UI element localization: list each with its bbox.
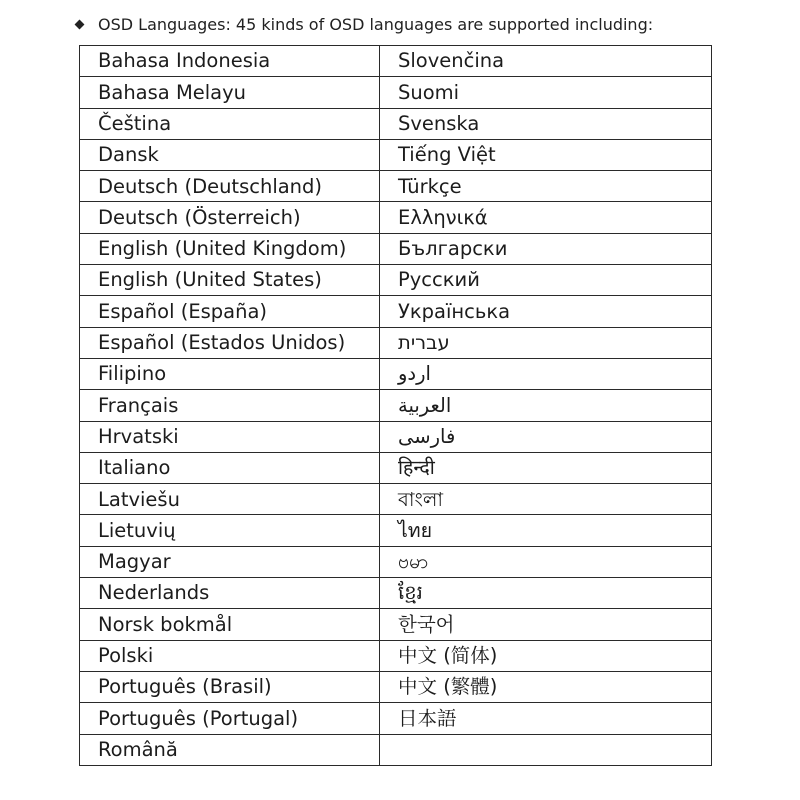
- table-row: [80, 452, 712, 483]
- language-cell-right: Slovenčina: [380, 46, 712, 77]
- language-cell-left: Čeština: [80, 108, 380, 139]
- language-cell-left: Filipino: [80, 358, 380, 389]
- heading-text: OSD Languages: 45 kinds of OSD languages are supported including:: [98, 14, 654, 34]
- language-cell-right: 中文 (繁體): [380, 671, 712, 702]
- table-row: [80, 703, 712, 734]
- table-row: [80, 265, 712, 296]
- language-cell-right: العربية: [380, 390, 712, 421]
- table-row: [80, 640, 712, 671]
- language-cell-left: Polski: [80, 640, 380, 671]
- language-cell-right: ไทย: [380, 515, 712, 546]
- language-cell-right: 日本語: [380, 703, 712, 734]
- table-row: [80, 327, 712, 358]
- table-row: [80, 358, 712, 389]
- language-cell-left: Deutsch (Deutschland): [80, 171, 380, 202]
- table-row: [80, 515, 712, 546]
- table-row: [80, 46, 712, 77]
- language-cell-left: Bahasa Indonesia: [80, 46, 380, 77]
- language-cell-left: Hrvatski: [80, 421, 380, 452]
- table-row: [80, 578, 712, 609]
- table-row: [80, 139, 712, 170]
- language-cell-left: Français: [80, 390, 380, 421]
- diamond-bullet-icon: [75, 19, 85, 29]
- table-row: [80, 546, 712, 577]
- table-row: [80, 296, 712, 327]
- language-cell-left: Magyar: [80, 546, 380, 577]
- language-cell-left: Norsk bokmål: [80, 609, 380, 640]
- language-cell-right: ខ្មែរ: [380, 578, 712, 609]
- language-cell-left: Español (Estados Unidos): [80, 327, 380, 358]
- language-cell-left: Bahasa Melayu: [80, 77, 380, 108]
- language-cell-left: Português (Portugal): [80, 703, 380, 734]
- language-cell-right: اردو: [380, 358, 712, 389]
- language-cell-left: Nederlands: [80, 578, 380, 609]
- language-cell-left: Deutsch (Österreich): [80, 202, 380, 233]
- table-row: [80, 734, 712, 765]
- language-cell-right: 한국어: [380, 609, 712, 640]
- languages-table-body: [80, 46, 712, 766]
- language-cell-left: Latviešu: [80, 484, 380, 515]
- language-cell-left: English (United Kingdom): [80, 233, 380, 264]
- table-row: [80, 202, 712, 233]
- table-row: [80, 484, 712, 515]
- language-cell-right: Türkçe: [380, 171, 712, 202]
- language-cell-right: বাংলা: [380, 484, 712, 515]
- language-cell-right: Suomi: [380, 77, 712, 108]
- table-row: [80, 671, 712, 702]
- language-cell-right: Svenska: [380, 108, 712, 139]
- table-row: [80, 390, 712, 421]
- language-cell-left: Dansk: [80, 139, 380, 170]
- language-cell-right: Tiếng Việt: [380, 139, 712, 170]
- language-cell-left: Lietuvių: [80, 515, 380, 546]
- language-cell-right: Русский: [380, 265, 712, 296]
- section-heading: [74, 12, 653, 36]
- language-cell-right: עברית: [380, 327, 712, 358]
- language-cell-right: Українська: [380, 296, 712, 327]
- language-cell-left: Español (España): [80, 296, 380, 327]
- language-cell-right: Ελληνικά: [380, 202, 712, 233]
- table-row: [80, 421, 712, 452]
- language-cell-right: [380, 734, 712, 765]
- table-row: [80, 609, 712, 640]
- table-row: [80, 77, 712, 108]
- table-row: [80, 108, 712, 139]
- language-cell-left: Italiano: [80, 452, 380, 483]
- language-cell-right: 中文 (简体): [380, 640, 712, 671]
- language-cell-right: ဗမာ: [380, 546, 712, 577]
- language-cell-left: Română: [80, 734, 380, 765]
- language-cell-right: हिन्दी: [380, 452, 712, 483]
- table-row: [80, 233, 712, 264]
- language-cell-left: English (United States): [80, 265, 380, 296]
- language-cell-left: Português (Brasil): [80, 671, 380, 702]
- language-cell-right: فارسی: [380, 421, 712, 452]
- language-cell-right: Български: [380, 233, 712, 264]
- table-row: [80, 171, 712, 202]
- languages-table: [79, 45, 712, 766]
